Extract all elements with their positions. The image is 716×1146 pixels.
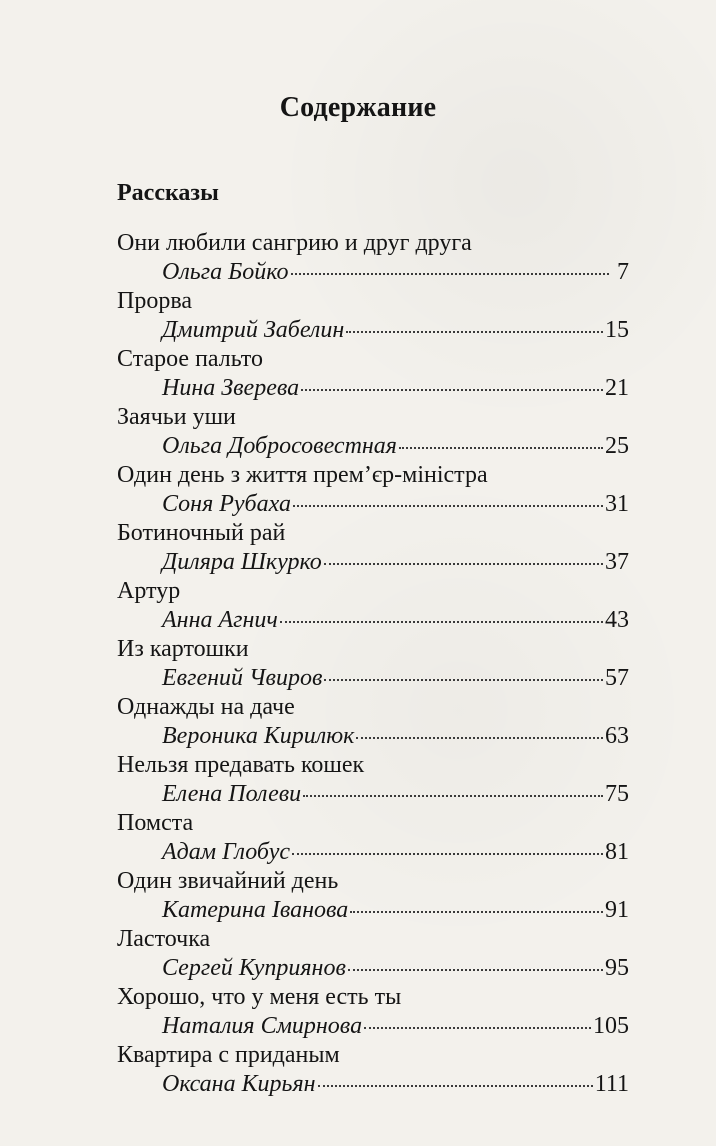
story-title: Помста (117, 810, 194, 836)
page-number: 75 (605, 781, 629, 807)
story-title: Старое пальто (117, 346, 263, 372)
author-name: Соня Рубаха (162, 491, 291, 517)
page-number: 25 (605, 433, 629, 459)
toc-entry (117, 634, 629, 692)
author-page-line (162, 954, 629, 982)
stories-section-heading: Рассказы (117, 180, 219, 206)
author-name: Диляра Шкурко (162, 549, 322, 575)
story-title: Хорошо, что у меня есть ты (117, 984, 402, 1010)
toc-entry (117, 344, 629, 402)
page-number: 81 (605, 839, 629, 865)
dot-leader (293, 487, 603, 507)
page-number: 95 (605, 955, 629, 981)
page-number: 63 (605, 723, 629, 749)
toc-entry (117, 228, 629, 286)
toc-entry (117, 808, 629, 866)
story-title: Квартира с приданым (117, 1042, 340, 1068)
story-title: Нельзя предавать кошек (117, 752, 365, 778)
dot-leader (303, 777, 603, 797)
author-name: Ольга Бойко (162, 259, 289, 285)
page-number: 57 (605, 665, 629, 691)
author-page-line (162, 606, 629, 634)
dot-leader (399, 429, 603, 449)
author-name: Ольга Добросовестная (162, 433, 397, 459)
author-page-line (162, 432, 629, 460)
toc-entry (117, 460, 629, 518)
dot-leader (292, 835, 603, 855)
story-title: Прорва (117, 288, 192, 314)
toc-entry (117, 866, 629, 924)
story-title: Заячьи уши (117, 404, 236, 430)
story-title: Артур (117, 578, 181, 604)
page-number: 7 (617, 259, 629, 285)
author-page-line (162, 258, 629, 286)
author-name: Катерина Іванова (162, 897, 349, 923)
page-number: 15 (605, 317, 629, 343)
author-page-line (162, 780, 629, 808)
dot-leader (318, 1067, 593, 1087)
story-title: Ботиночный рай (117, 520, 286, 546)
story-title: Ласточка (117, 926, 211, 952)
author-page-line (162, 1012, 629, 1040)
toc-entry (117, 692, 629, 750)
toc-entry (117, 982, 629, 1040)
dot-leader (280, 603, 603, 623)
story-title: Из картошки (117, 636, 249, 662)
dot-leader (350, 893, 603, 913)
author-name: Адам Глобус (162, 839, 290, 865)
toc-entry (117, 750, 629, 808)
table-of-contents-list (117, 228, 629, 1098)
page-number: 91 (605, 897, 629, 923)
author-page-line (162, 838, 629, 866)
author-name: Вероника Кирилюк (162, 723, 355, 749)
dot-leader (346, 313, 603, 333)
author-name: Оксана Кирьян (162, 1071, 316, 1097)
author-page-line (162, 896, 629, 924)
dot-leader (364, 1009, 591, 1029)
author-page-line (162, 374, 629, 402)
dot-leader (301, 371, 603, 391)
toc-entry (117, 518, 629, 576)
page-number: 105 (593, 1013, 629, 1039)
author-name: Наталия Смирнова (162, 1013, 363, 1039)
story-title: Однажды на даче (117, 694, 295, 720)
page-number: 37 (605, 549, 629, 575)
story-title: Один звичайний день (117, 868, 339, 894)
author-name: Нина Зверева (162, 375, 300, 401)
page-number: 21 (605, 375, 629, 401)
dot-leader (356, 719, 603, 739)
story-title: Они любили сангрию и друг друга (117, 230, 472, 256)
page-number: 111 (594, 1071, 629, 1097)
toc-entry (117, 576, 629, 634)
author-name: Дмитрий Забелин (162, 317, 345, 343)
toc-entry (117, 924, 629, 982)
dot-leader (348, 951, 603, 971)
toc-entry (117, 402, 629, 460)
dot-leader (291, 255, 609, 275)
toc-entry (117, 286, 629, 344)
page-number: 43 (605, 607, 629, 633)
author-page-line (162, 664, 629, 692)
author-page-line (162, 548, 629, 576)
author-name: Евгений Чвиров (162, 665, 323, 691)
toc-entry (117, 1040, 629, 1098)
story-title: Один день з життя прем’єр-міністра (117, 462, 488, 488)
author-page-line (162, 722, 629, 750)
page-number: 31 (605, 491, 629, 517)
author-name: Сергей Куприянов (162, 955, 346, 981)
dot-leader (324, 545, 603, 565)
author-page-line (162, 316, 629, 344)
table-of-contents-title: Содержание (279, 92, 437, 123)
dot-leader (324, 661, 603, 681)
author-name: Елена Полеви (162, 781, 302, 807)
author-page-line (162, 490, 629, 518)
author-page-line (162, 1070, 629, 1098)
author-name: Анна Агнич (162, 607, 278, 633)
